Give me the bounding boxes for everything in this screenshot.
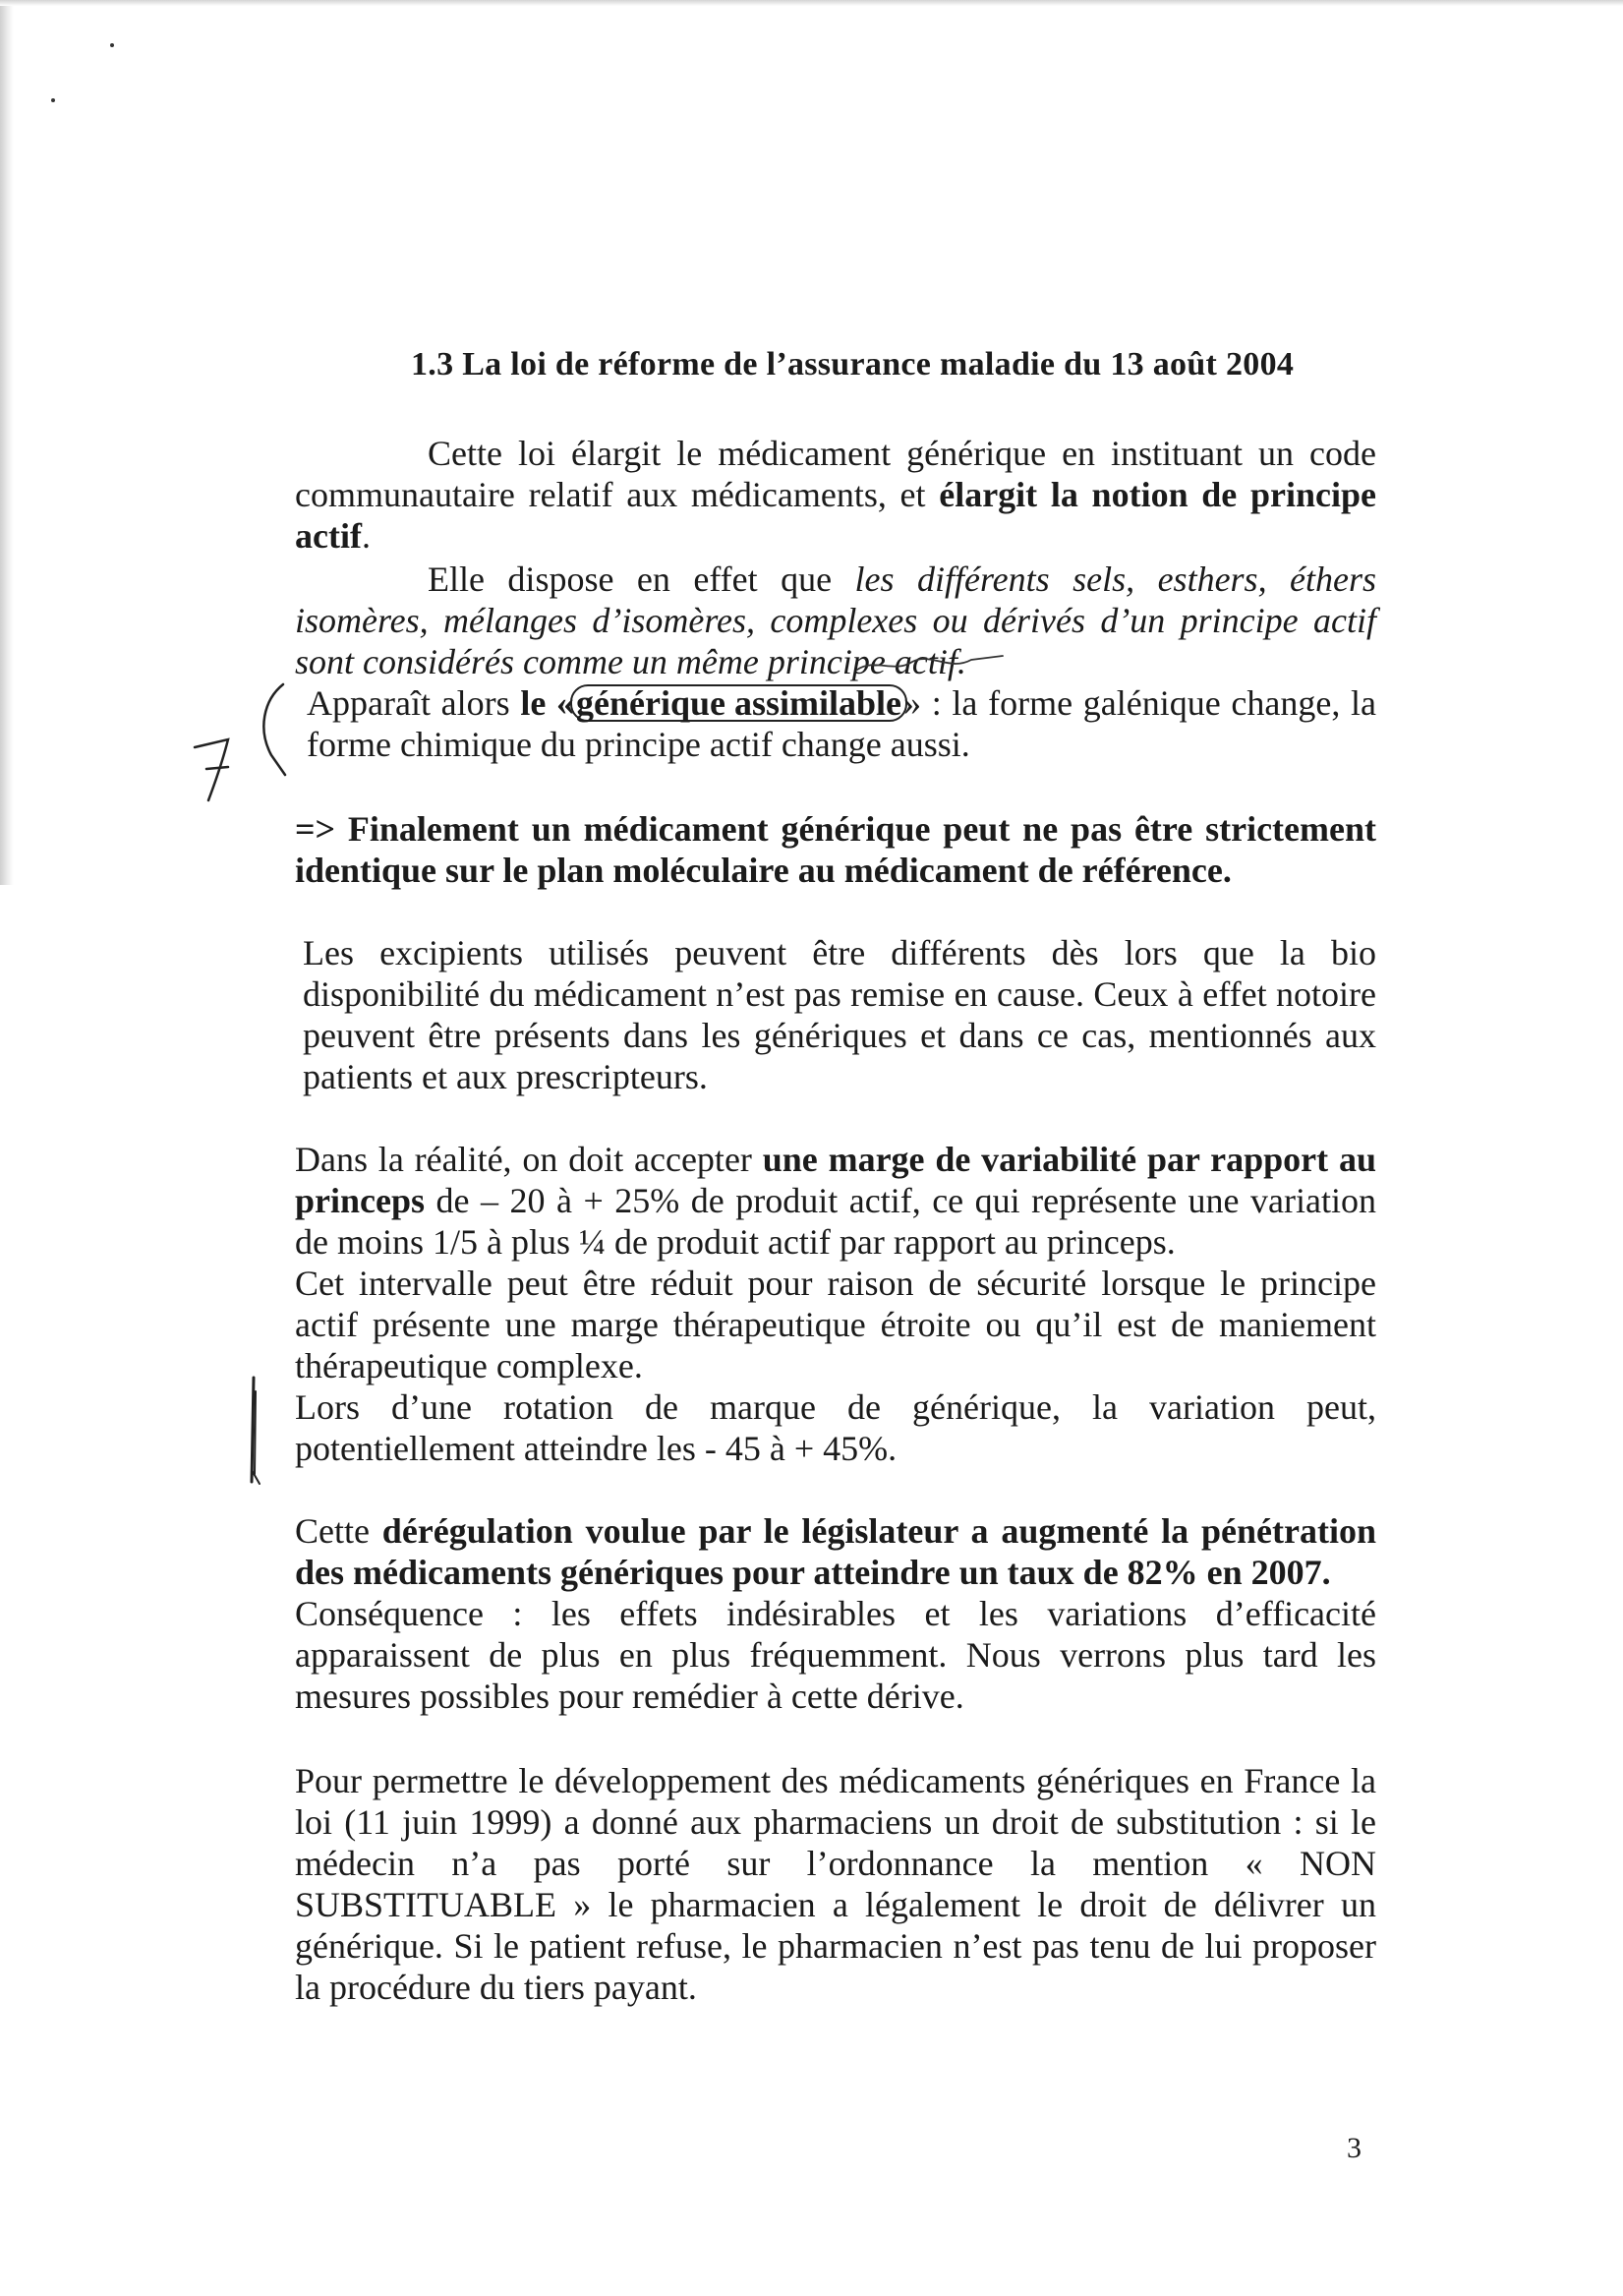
handwritten-margin-line	[240, 1372, 269, 1490]
handwritten-bracket-mark	[177, 678, 295, 806]
p10-text: Pour permettre le développement des médicaments génériques en France la loi (11 juin 1999) a donné aux pharmaciens un droit de substitution : si le médecin n’a pas porté sur l’ordonnance la mention « NON SUBSTITUABLE » le pharmacien a légalement le droit de délivrer un générique. Si le patient refuse, le pharmacien n’est pas tenu de lui proposer la procédure du tiers payant.	[295, 1761, 1376, 2007]
paragraph-4	[295, 808, 1376, 891]
paragraph-2	[295, 559, 1376, 682]
p6-text-end: de – 20 à + 25% de produit actif, ce qui représente une variation de moins 1/5 à plus ¼ de produit actif par rapport au princeps.	[295, 1181, 1376, 1262]
p3-text: Apparaît alors	[307, 683, 521, 723]
p6-bold: une marge de variabilité par rapport au princeps	[295, 1140, 1376, 1220]
paragraph-3	[307, 682, 1376, 765]
p4-bold: => Finalement un médicament générique peut ne pas être strictement identique sur le plan moléculaire au médicament de référence.	[295, 809, 1376, 890]
scan-speck	[110, 43, 114, 47]
p9-text-end: Conséquence : les effets indésirables et les variations d’efficacité apparaissent de plus en plus fréquemment. Nous verrons plus tard les mesures possibles pour remédier à cette dérive.	[295, 1594, 1376, 1716]
p1-bold: élargit la notion de principe actif	[295, 475, 1376, 556]
p7-text: Cet intervalle peut être réduit pour raison de sécurité lorsque le principe actif présente une marge thérapeutique étroite ou qu’il est de maniement thérapeutique complexe.	[295, 1264, 1376, 1385]
section-heading: 1.3 La loi de réforme de l’assurance maladie du 13 août 2004	[411, 346, 1295, 383]
paragraph-8	[295, 1386, 1376, 1469]
scan-shadow-top	[0, 0, 1623, 6]
p2-italic: les différents sels, esthers, éthers isomères, mélanges d’isomères, complexes ou dérivés d’un principe actif sont considérés comme un même principe actif.	[295, 559, 1377, 681]
scan-speck	[51, 98, 55, 102]
paragraph-5	[303, 932, 1376, 1097]
paragraph-10	[295, 1760, 1376, 2008]
p3-text-end: » : la forme galénique change, la forme chimique du principe actif change aussi.	[307, 683, 1376, 764]
page-number: 3	[1347, 2132, 1362, 2164]
p8-text: Lors d’une rotation de marque de générique, la variation peut, potentiellement atteindre les - 45 à + 45%.	[295, 1387, 1376, 1468]
circled-term: générique assimilable	[570, 684, 907, 722]
paragraph-6	[295, 1139, 1376, 1263]
scan-shadow-left	[0, 0, 14, 885]
p9-text: Cette	[295, 1511, 382, 1551]
p6-text: Dans la réalité, on doit accepter	[295, 1140, 763, 1179]
p3-bold: le «	[520, 683, 575, 723]
paragraph-9	[295, 1510, 1376, 1717]
p1-text-end: .	[361, 516, 371, 556]
p2-text: Elle dispose en effet que	[428, 559, 855, 599]
paragraph-7	[295, 1263, 1376, 1386]
p9-bold: dérégulation voulue par le législateur a augmenté la pénétration des médicaments génériques pour atteindre un taux de 82% en 2007.	[295, 1511, 1376, 1592]
p1-text: Cette loi élargit le médicament générique en instituant un code communautaire relatif aux médicaments, et	[295, 434, 1376, 514]
paragraph-1	[295, 433, 1376, 557]
p5-text: Les excipients utilisés peuvent être différents dès lors que la bio disponibilité du médicament n’est pas remise en cause. Ceux à effet notoire peuvent être présents dans les génériques et dans ce cas, mentionnés aux patients et aux prescripteurs.	[303, 933, 1376, 1096]
